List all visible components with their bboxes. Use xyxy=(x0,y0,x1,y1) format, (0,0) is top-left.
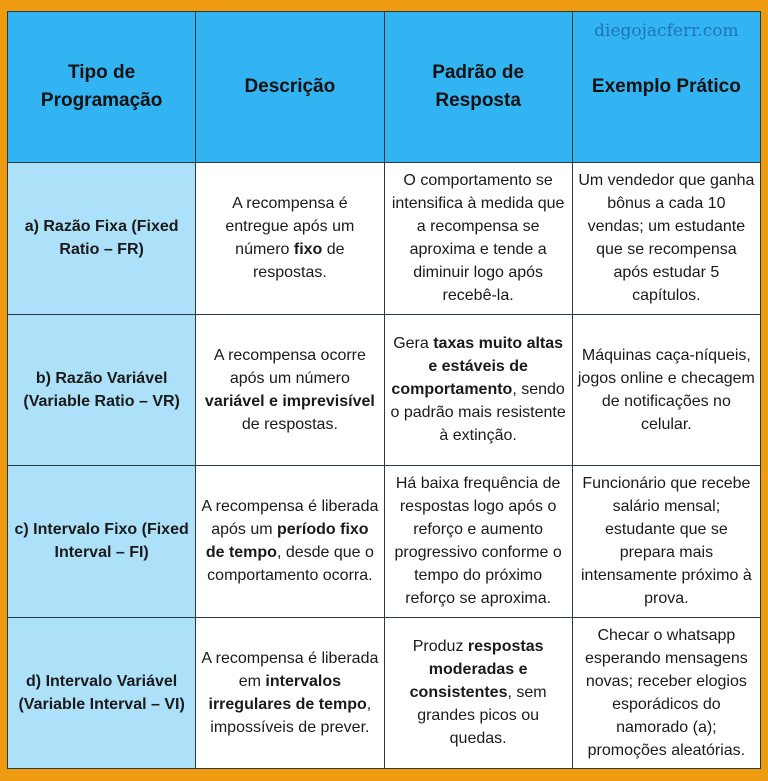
table-row xyxy=(8,163,761,315)
emphasis-text: variável e imprevisível xyxy=(204,392,375,410)
cell-text: Há baixa frequência de respostas logo após o reforço e aumento progressivo conforme o tempo do próximo reforço se aproxima. xyxy=(394,475,562,608)
cell-text: de respostas. xyxy=(241,415,338,433)
response-pattern-cell xyxy=(384,314,572,466)
cell-text: A recompensa é liberada em xyxy=(201,649,379,690)
schedule-type-cell: a) Razão Fixa (Fixed Ratio – FR) xyxy=(8,163,196,315)
watermark: diegojacferr.com xyxy=(594,21,739,41)
cell-text: Um vendedor que ganha bônus a cada 10 vendas; um estudante que se recompensa após estudar 5 capítulos. xyxy=(578,172,755,305)
example-cell xyxy=(572,163,760,315)
table-row xyxy=(8,314,761,466)
emphasis-text: intervalos irregulares de tempo xyxy=(208,672,367,713)
cell-text: , sendo o padrão mais resistente à extinção. xyxy=(390,381,566,445)
cell-text: Checar o whatsapp esperando mensagens novas; receber elogios esporádicos do namorado (a); promoções aleatórias. xyxy=(584,626,748,759)
cell-text: , sem grandes picos ou quedas. xyxy=(417,684,547,748)
emphasis-text: fixo xyxy=(293,241,323,259)
cell-text: A recompensa ocorre após um número xyxy=(213,346,366,387)
table-row xyxy=(8,466,761,618)
description-cell xyxy=(196,314,384,466)
cell-text: A recompensa é entregue após um número xyxy=(225,195,355,259)
header-row xyxy=(8,12,761,163)
cell-text: A recompensa é liberada após um xyxy=(201,498,379,539)
reinforcement-schedules-table xyxy=(7,11,761,769)
description-cell xyxy=(196,163,384,315)
cell-text: Produz xyxy=(412,638,468,656)
cell-text: Máquinas caça-níqueis, jogos online e checagem de notificações no celular. xyxy=(577,346,755,433)
example-cell xyxy=(572,314,760,466)
response-pattern-cell xyxy=(384,617,572,769)
cell-text: , impossíveis de prever. xyxy=(210,695,372,736)
emphasis-text: período fixo de tempo xyxy=(205,521,369,562)
schedule-type-cell: b) Razão Variável (Variable Ratio – VR) xyxy=(8,314,196,466)
header-example-label: Exemplo Prático xyxy=(591,76,741,97)
emphasis-text: taxas muito altas e estáveis de comportamento xyxy=(391,335,564,399)
cell-text: Funcionário que recebe salário mensal; estudante que se prepara mais intensamente próximo à prova. xyxy=(580,475,752,608)
response-pattern-cell xyxy=(384,466,572,618)
response-pattern-cell xyxy=(384,163,572,315)
emphasis-text: respostas moderadas e consistentes xyxy=(409,638,544,702)
header-type: Tipo de Programação xyxy=(8,12,196,163)
header-example xyxy=(572,12,760,163)
schedule-type-cell: d) Intervalo Variável (Variable Interval – VI) xyxy=(8,617,196,769)
description-cell xyxy=(196,617,384,769)
header-description: Descrição xyxy=(196,12,384,163)
schedule-type-cell: c) Intervalo Fixo (Fixed Interval – FI) xyxy=(8,466,196,618)
cell-text: Gera xyxy=(393,335,434,353)
table-row xyxy=(8,617,761,769)
cell-text: , desde que o comportamento ocorra. xyxy=(207,544,374,585)
cell-text: O comportamento se intensifica à medida que a recompensa se aproxima e tende a diminuir logo após recebê-la. xyxy=(391,172,565,305)
cell-text: de respostas. xyxy=(252,241,345,282)
header-response-pattern: Padrão de Resposta xyxy=(384,12,572,163)
example-cell xyxy=(572,617,760,769)
description-cell xyxy=(196,466,384,618)
example-cell xyxy=(572,466,760,618)
